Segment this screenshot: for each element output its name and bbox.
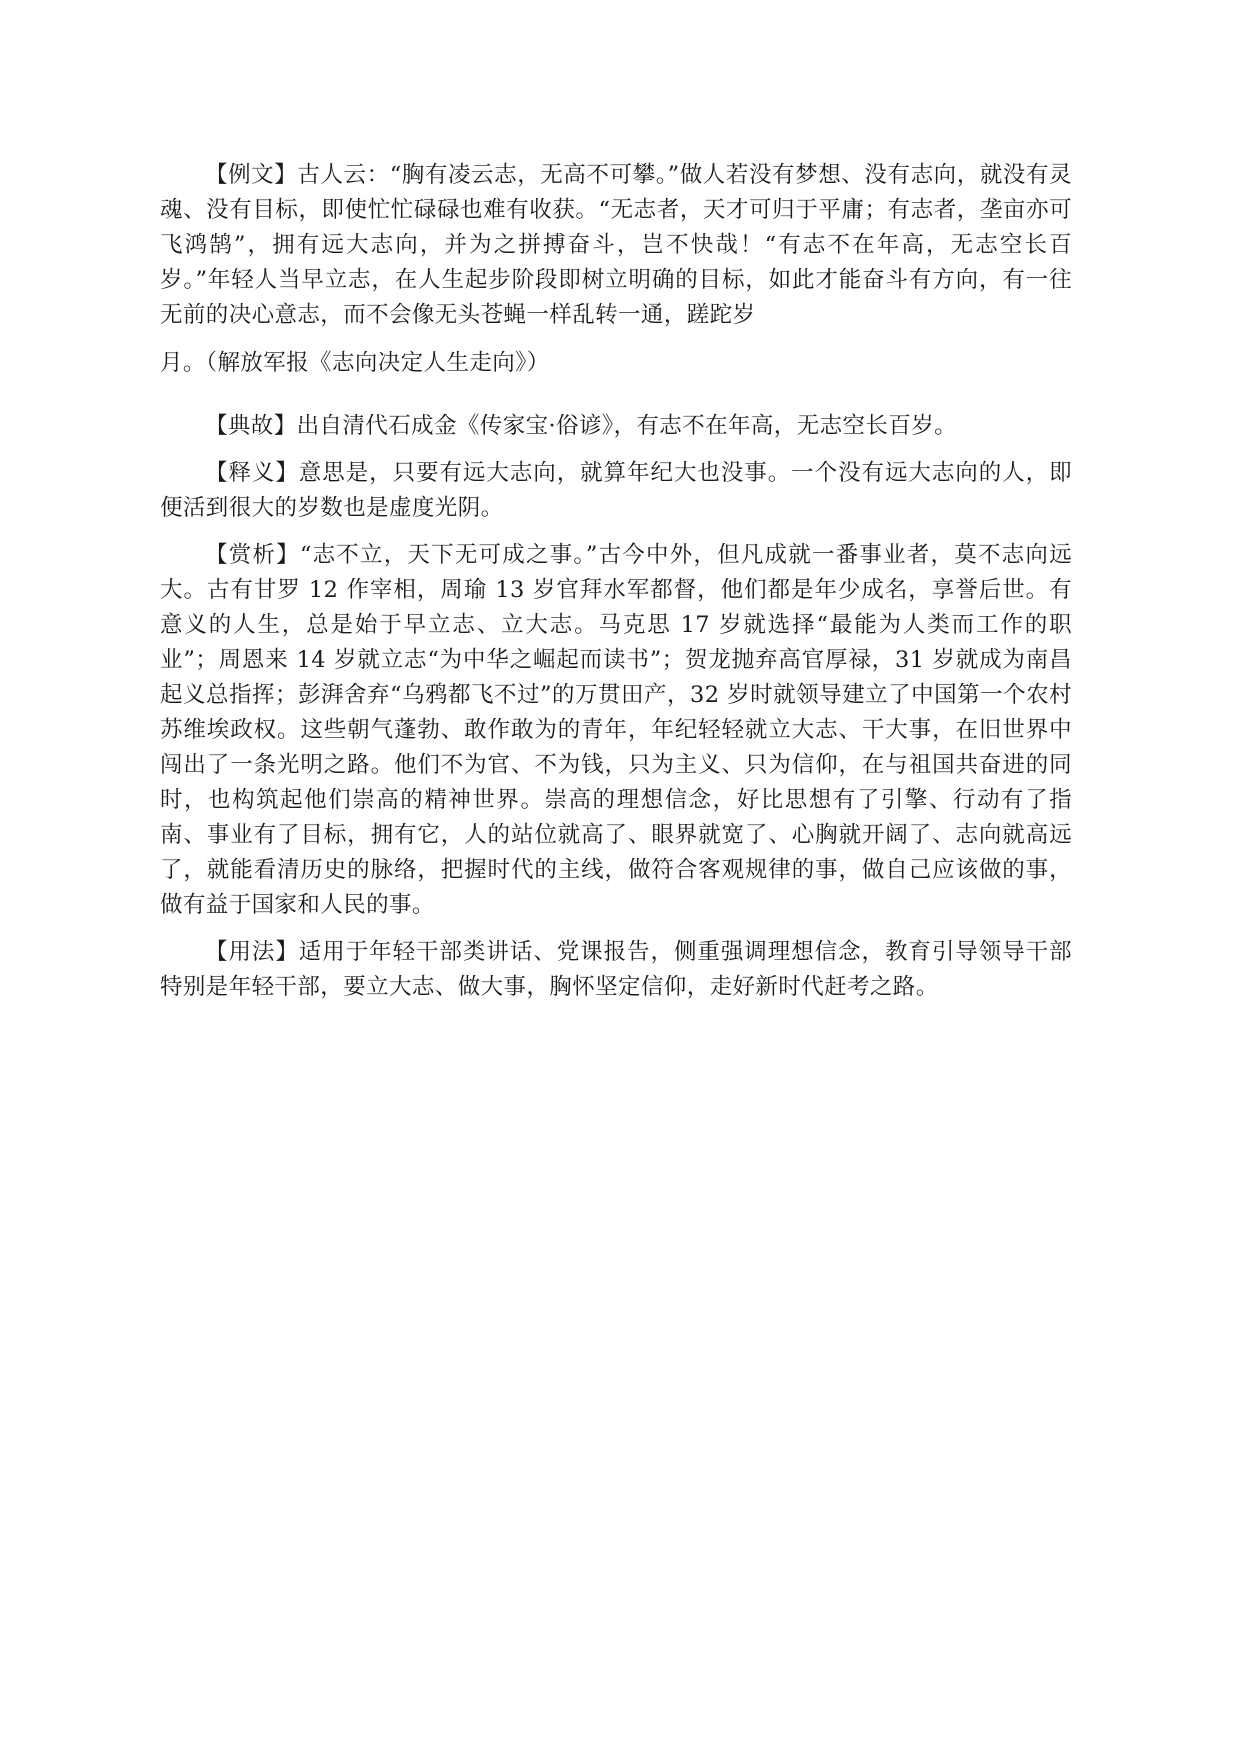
usage-text: 适用于年轻干部类讲话、党课报告，侧重强调理想信念，教育引导领导干部特别是年轻干部，要立大志、做大事，胸怀坚定信仰，走好新时代赶考之路。: [160, 939, 1072, 1000]
example-source-line: 月。（解放军报《志向决定人生走向》）: [160, 350, 550, 376]
meaning-paragraph: [160, 456, 1072, 526]
usage-paragraph: [160, 935, 1072, 1005]
example-paragraph: [160, 158, 1072, 333]
analysis-text: “志不立，天下无可成之事。”古今中外，但凡成就一番事业者，莫不志向远大。古有甘罗 12 作宰相，周瑜 13 岁官拜水军都督，他们都是年少成名，享誉后世。有意义的人生，总是始于早立志、立大志。马克思 17 岁就选择“最能为人类而工作的职业”；周恩来 14 岁就立志“为中华之崛起而读书”；贺龙抛弃高官厚禄，31 岁就成为南昌起义总指挥；彭湃舍弃“乌鸦都飞不过”的万贯田产，32 岁时就领导建立了中国第一个农村苏维埃政权。这些朝气蓬勃、敢作敢为的青年，年纪轻轻就立大志、干大事，在旧世界中闯出了一条光明之路。他们不为官、不为钱，只为主义、只为信仰，在与祖国共奋进的同时，也构筑起他们崇高的精神世界。崇高的理想信念，好比思想有了引擎、行动有了指南、事业有了目标，拥有它，人的站位就高了、眼界就宽了、心胸就开阔了、志向就高远了，就能看清历史的脉络，把握时代的主线，做符合客观规律的事，做自己应该做的事，做有益于国家和人民的事。: [160, 542, 1073, 918]
origin-paragraph: [160, 409, 1072, 444]
origin-tag: 【典故】: [205, 413, 297, 439]
analysis-tag: 【赏析】: [205, 542, 300, 568]
document-page: [160, 158, 1072, 1005]
example-tag: 【例文】: [205, 162, 298, 188]
origin-text: 出自清代石成金《传家宝·俗谚》，有志不在年高，无志空长百岁。: [296, 413, 958, 439]
meaning-tag: 【释义】: [205, 460, 299, 486]
usage-tag: 【用法】: [205, 939, 299, 965]
meaning-text: 意思是，只要有远大志向，就算年纪大也没事。一个没有远大志向的人，即便活到很大的岁数也是虚度光阴。: [160, 460, 1072, 521]
analysis-paragraph: [160, 538, 1072, 923]
example-text: 古人云：“胸有凌云志，无高不可攀。”做人若没有梦想、没有志向，就没有灵魂、没有目标，即使忙忙碌碌也难有收获。“无志者，天才可归于平庸；有志者，垄亩亦可飞鸿鹄”，拥有远大志向，并为之拼搏奋斗，岂不快哉！“有志不在年高，无志空长百岁。”年轻人当早立志，在人生起步阶段即树立明确的目标，如此才能奋斗有方向，有一往无前的决心意志，而不会像无头苍蝇一样乱转一通，蹉跎岁: [160, 162, 1072, 328]
